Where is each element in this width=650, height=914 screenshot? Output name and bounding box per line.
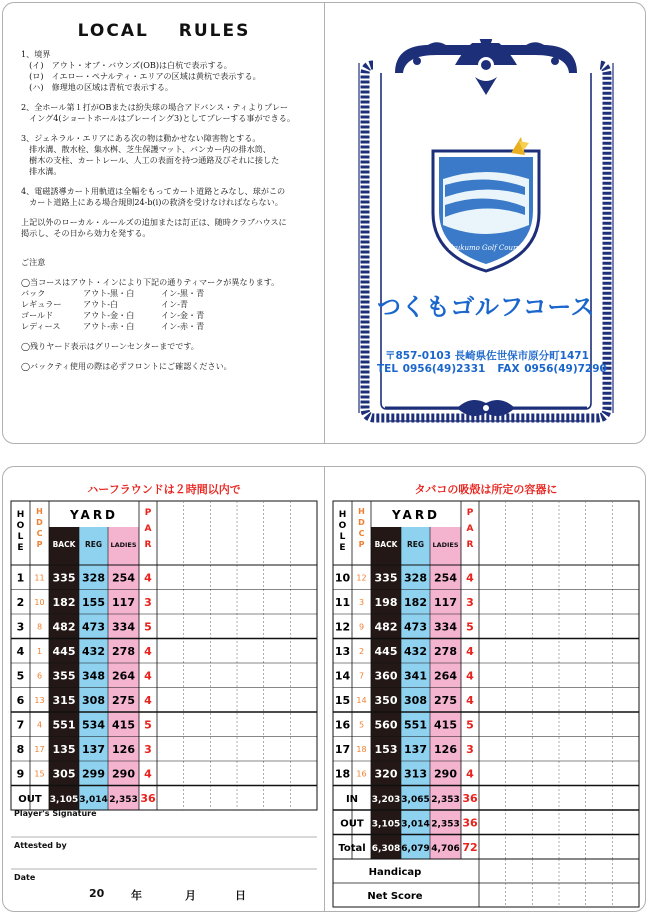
par-value: 4 <box>466 767 474 781</box>
reg-yardage: 313 <box>404 767 427 781</box>
rules-line: 1、境界 <box>21 49 51 59</box>
back-yardage: 3,105 <box>49 794 79 805</box>
rules-line: 樹木の支柱、カートレール、人工の表面を持つ通路及びそれに接した <box>21 155 280 165</box>
par-header-letter: A <box>466 524 474 534</box>
ladies-yardage: 264 <box>112 669 135 683</box>
rules-line: (ハ) 修理地の区域は青杭で表示する。 <box>21 82 174 92</box>
par-value: 3 <box>144 595 152 609</box>
back-yardage: 355 <box>52 669 76 683</box>
reg-yardage: 137 <box>82 742 105 756</box>
reg-yardage: 534 <box>82 718 105 732</box>
hole-hdcp: 17 <box>34 744 45 754</box>
ladies-yardage: 334 <box>112 620 135 634</box>
tee-mark-cell: イン-青 <box>161 299 189 309</box>
hole-hdcp: 11 <box>34 573 45 583</box>
hole-number: 4 <box>16 644 25 658</box>
hole-hdcp: 4 <box>36 720 43 730</box>
hdcp-header-letter: C <box>358 529 365 538</box>
par-value: 4 <box>466 644 474 658</box>
ladies-yardage: 254 <box>112 571 135 585</box>
hole-header-letter: L <box>17 532 24 542</box>
reg-yardage: 432 <box>82 644 105 658</box>
hole-hdcp: 3 <box>358 597 365 607</box>
rules-spacer <box>21 239 316 248</box>
yard-header: YARD <box>69 508 119 522</box>
rules-line: 2、全ホール第１打がOBまたは紛失球の場合アドバンス・ティよりプレー <box>21 102 289 112</box>
par-value: 5 <box>466 620 474 634</box>
hole-number: 5 <box>16 669 25 683</box>
reg-yardage: 155 <box>82 595 105 609</box>
hole-hdcp: 7 <box>358 671 365 681</box>
rules-line: 排水溝。 <box>21 166 62 176</box>
scorecard-in-table <box>325 467 646 912</box>
reg-yardage: 348 <box>82 669 105 683</box>
ladies-yardage: 2,353 <box>109 794 138 805</box>
hole-number: 8 <box>16 742 25 756</box>
total-label: IN <box>345 793 359 805</box>
total-label: OUT <box>18 793 42 805</box>
rules-spacer <box>21 268 316 277</box>
hdcp-header-letter: D <box>358 518 365 527</box>
par-header-letter: A <box>144 524 152 534</box>
reg-yardage: 3,014 <box>79 794 108 805</box>
hole-hdcp: 16 <box>356 769 367 779</box>
tee-mark-cell: アウト-赤・白 <box>83 321 135 331</box>
ladies-yardage: 254 <box>434 571 457 585</box>
tee-mark-cell: イン-金・青 <box>161 310 205 320</box>
hole-number: 12 <box>334 620 351 634</box>
par-header-letter: P <box>144 508 152 518</box>
par-value: 36 <box>462 816 478 830</box>
back-yardage: 551 <box>52 718 76 732</box>
tee-mark-row <box>21 299 316 310</box>
rules-line: (イ) アウト・オブ・バウンズ(OB)は白杭で表示する。 <box>21 60 232 70</box>
par-value: 36 <box>462 791 478 805</box>
par-value: 5 <box>466 718 474 732</box>
rules-note: ◯残りヤード表示はグリーンセンターまでです。 <box>21 341 199 351</box>
par-value: 36 <box>140 791 156 805</box>
par-header-letter: R <box>144 540 152 550</box>
hole-header-letter: E <box>17 543 24 553</box>
total-label: OUT <box>340 818 364 830</box>
par-value: 72 <box>462 840 478 854</box>
hole-hdcp: 18 <box>356 744 367 754</box>
local-rules-body <box>21 49 316 372</box>
back-yardage: 360 <box>374 669 398 683</box>
ladies-yardage: 126 <box>434 742 457 756</box>
hole-number: 16 <box>334 718 351 732</box>
reg-yardage: 308 <box>82 693 105 707</box>
hole-hdcp: 8 <box>36 622 43 632</box>
reg-header: REG <box>84 540 103 549</box>
par-value: 3 <box>466 742 474 756</box>
rules-line: 上記以外のローカル・ルールズの追加または訂正は、随時クラブハウスに <box>21 217 287 227</box>
reg-yardage: 299 <box>82 767 105 781</box>
crest-ornament <box>395 17 577 95</box>
back-yardage: 305 <box>52 767 76 781</box>
hole-number: 7 <box>16 718 25 732</box>
reg-yardage: 308 <box>404 693 427 707</box>
ladies-yardage: 334 <box>434 620 457 634</box>
hole-number: 11 <box>334 595 351 609</box>
ladies-yardage: 117 <box>434 595 457 609</box>
ladies-yardage: 275 <box>112 693 135 707</box>
back-header: BACK <box>374 540 398 549</box>
reg-yardage: 182 <box>404 595 427 609</box>
hdcp-header-letter: P <box>36 540 43 549</box>
tee-mark-cell: レギュラー <box>21 299 62 309</box>
date-label: Date <box>14 873 36 882</box>
hole-hdcp: 14 <box>356 695 367 705</box>
rules-spacer <box>21 177 316 186</box>
rules-line: カート道路上にある場合規則24-b(i)の救済を受けなければならない。 <box>21 197 283 207</box>
par-header-letter: P <box>466 508 474 518</box>
rules-line: ◯当コースはアウト・インにより下記の通りティマークが異なります。 <box>21 277 280 287</box>
tee-mark-cell: アウト-白 <box>83 299 119 309</box>
par-value: 4 <box>144 644 152 658</box>
tee-mark-row <box>21 310 316 321</box>
tee-mark-cell: ゴールド <box>21 310 54 320</box>
back-yardage: 335 <box>52 571 76 585</box>
rules-line: 3、ジェネラル・エリアにある次の物は動かせない障害物とする。 <box>21 133 261 143</box>
back-yardage: 335 <box>374 571 398 585</box>
back-yardage: 3,203 <box>371 794 401 805</box>
rules-line: ご注意 <box>21 257 46 267</box>
rules-spacer <box>21 93 316 102</box>
hole-number: 13 <box>334 644 351 658</box>
fax-number: FAX 0956(49)7290 <box>497 363 607 375</box>
hole-number: 3 <box>16 620 25 634</box>
hole-number: 1 <box>16 571 25 585</box>
hole-hdcp: 10 <box>34 597 45 607</box>
scorecard-in-panel <box>324 466 646 912</box>
date-year: 20 <box>89 887 105 900</box>
ladies-yardage: 264 <box>434 669 457 683</box>
par-value: 3 <box>466 595 474 609</box>
hole-hdcp: 12 <box>356 573 367 583</box>
ladies-header: LADIES <box>432 541 459 549</box>
par-value: 3 <box>144 742 152 756</box>
par-header-letter: R <box>466 540 474 550</box>
local-rules-title: LOCAL RULES <box>77 21 251 41</box>
hole-number: 2 <box>16 595 25 609</box>
date-month-unit: 月 <box>185 889 196 902</box>
ladies-header: LADIES <box>110 541 137 549</box>
ladies-yardage: 415 <box>434 718 457 732</box>
hole-header-letter: L <box>339 532 346 542</box>
par-value: 4 <box>144 571 152 585</box>
hole-number: 14 <box>334 669 351 683</box>
par-value: 4 <box>144 767 152 781</box>
rules-line: 4、電磁誘導カート用軌道は全幅をもってカート道路とみなし、球がこの <box>21 186 286 196</box>
ladies-yardage: 275 <box>434 693 457 707</box>
back-yardage: 315 <box>52 693 76 707</box>
handicap-label: Handicap <box>368 867 422 878</box>
reg-yardage: 473 <box>404 620 427 634</box>
par-value: 4 <box>466 571 474 585</box>
reg-yardage: 6,079 <box>401 843 430 854</box>
scorecard-out-panel <box>2 466 324 912</box>
hole-number: 6 <box>16 693 25 707</box>
par-value: 4 <box>466 693 474 707</box>
par-value: 4 <box>466 669 474 683</box>
rules-line: 掲示し、その日から効力を発する。 <box>21 228 151 238</box>
hdcp-header-letter: C <box>36 529 43 538</box>
half-round-notice: ハーフラウンドは２時間以内で <box>87 483 241 496</box>
course-address: 〒857-0103 長崎県佐世保市原分町1471 <box>385 350 589 362</box>
hdcp-header-letter: D <box>36 518 43 527</box>
back-yardage: 482 <box>52 620 76 634</box>
hole-number: 18 <box>334 767 351 781</box>
back-yardage: 320 <box>374 767 398 781</box>
reg-yardage: 432 <box>404 644 427 658</box>
hole-header-letter: O <box>16 521 25 531</box>
reg-yardage: 137 <box>404 742 427 756</box>
ladies-yardage: 415 <box>112 718 135 732</box>
tee-mark-cell: イン-赤・青 <box>161 321 205 331</box>
course-phone-fax <box>377 363 607 375</box>
rules-spacer <box>21 124 316 133</box>
back-yardage: 198 <box>374 595 398 609</box>
hole-hdcp: 9 <box>358 622 365 632</box>
ladies-yardage: 278 <box>112 644 135 658</box>
hole-hdcp: 2 <box>358 646 365 656</box>
tee-mark-cell: レディース <box>21 321 61 331</box>
ladies-yardage: 4,706 <box>431 843 460 854</box>
yard-header: YARD <box>391 508 441 522</box>
back-yardage: 445 <box>374 644 398 658</box>
back-yardage: 182 <box>52 595 76 609</box>
reg-yardage: 328 <box>82 571 105 585</box>
back-yardage: 482 <box>374 620 398 634</box>
rules-note: ◯バックティ使用の際は必ずフロントにご確認ください。 <box>21 361 232 371</box>
local-rules-panel <box>2 2 324 444</box>
cigarette-notice: タバコの吸殻は所定の容器に <box>414 483 558 496</box>
tee-mark-row <box>21 321 316 332</box>
back-yardage: 153 <box>374 742 398 756</box>
rules-line: (ロ) イエロー・ペナルティ・エリアの区域は黄杭で表示する。 <box>21 71 261 81</box>
ladies-yardage: 2,353 <box>431 794 460 805</box>
hole-number: 17 <box>334 742 351 756</box>
date-year-unit: 年 <box>131 889 142 902</box>
course-name: つくもゴルフコース <box>376 293 596 321</box>
tee-mark-row <box>21 288 316 299</box>
back-yardage: 6,308 <box>371 843 401 854</box>
ladies-yardage: 2,353 <box>431 819 460 830</box>
rules-spacer <box>21 332 316 341</box>
total-label: Total <box>338 842 366 854</box>
rules-spacer <box>21 352 316 361</box>
reg-yardage: 473 <box>82 620 105 634</box>
reg-yardage: 3,065 <box>401 794 430 805</box>
attested-by-label: Attested by <box>14 841 67 850</box>
cover-ornament <box>325 3 646 444</box>
hole-number: 15 <box>334 693 351 707</box>
bottom-scroll-ornament <box>457 400 515 416</box>
hole-hdcp: 6 <box>36 671 43 681</box>
reg-yardage: 341 <box>404 669 427 683</box>
hole-header-letter: H <box>338 510 347 520</box>
back-yardage: 135 <box>52 742 76 756</box>
date-day-unit: 日 <box>235 889 246 902</box>
rules-line: 排水溝、散水栓、集水桝、芝生保護マット、バンカー内の排水筒、 <box>21 144 271 154</box>
hdcp-header-letter: P <box>358 540 365 549</box>
par-value: 4 <box>144 693 152 707</box>
back-header: BACK <box>52 540 76 549</box>
logo-text: Tsukumo Golf Course <box>447 244 525 252</box>
par-value: 4 <box>144 669 152 683</box>
back-yardage: 3,105 <box>371 819 401 830</box>
ladies-yardage: 117 <box>112 595 135 609</box>
hole-number: 9 <box>16 767 25 781</box>
tee-mark-cell: アウト-黒・白 <box>83 288 135 298</box>
rules-spacer <box>21 208 316 217</box>
back-yardage: 350 <box>374 693 398 707</box>
ladies-yardage: 290 <box>434 767 457 781</box>
par-value: 5 <box>144 620 152 634</box>
cover-panel <box>324 2 646 444</box>
hole-header-letter: H <box>16 510 25 520</box>
tee-mark-cell: バック <box>21 288 46 298</box>
back-yardage: 560 <box>374 718 398 732</box>
hdcp-header-letter: H <box>358 507 365 516</box>
reg-yardage: 551 <box>404 718 427 732</box>
hole-hdcp: 5 <box>358 720 365 730</box>
net-score-label: Net Score <box>367 891 423 902</box>
ladies-yardage: 290 <box>112 767 135 781</box>
ladies-yardage: 278 <box>434 644 457 658</box>
tee-mark-cell: イン-黒・青 <box>161 288 205 298</box>
hole-hdcp: 15 <box>34 769 45 779</box>
hole-hdcp: 13 <box>34 695 45 705</box>
reg-yardage: 3,014 <box>401 819 430 830</box>
rules-spacer <box>21 248 316 257</box>
tee-mark-cell: アウト-金・白 <box>83 310 135 320</box>
players-signature-label: Player's Signature <box>14 809 97 818</box>
rules-line: イング4(ショートホールはプレーイング3)としてプレーする事ができる。 <box>21 113 295 123</box>
hdcp-header-letter: H <box>36 507 43 516</box>
par-value: 5 <box>144 718 152 732</box>
reg-yardage: 328 <box>404 571 427 585</box>
tel-number: TEL 0956(49)2331 <box>377 363 486 375</box>
hole-hdcp: 1 <box>36 646 43 656</box>
hole-header-letter: O <box>338 521 347 531</box>
ladies-yardage: 126 <box>112 742 135 756</box>
hole-number: 10 <box>334 571 351 585</box>
hole-header-letter: E <box>339 543 346 553</box>
reg-header: REG <box>406 540 425 549</box>
back-yardage: 445 <box>52 644 76 658</box>
